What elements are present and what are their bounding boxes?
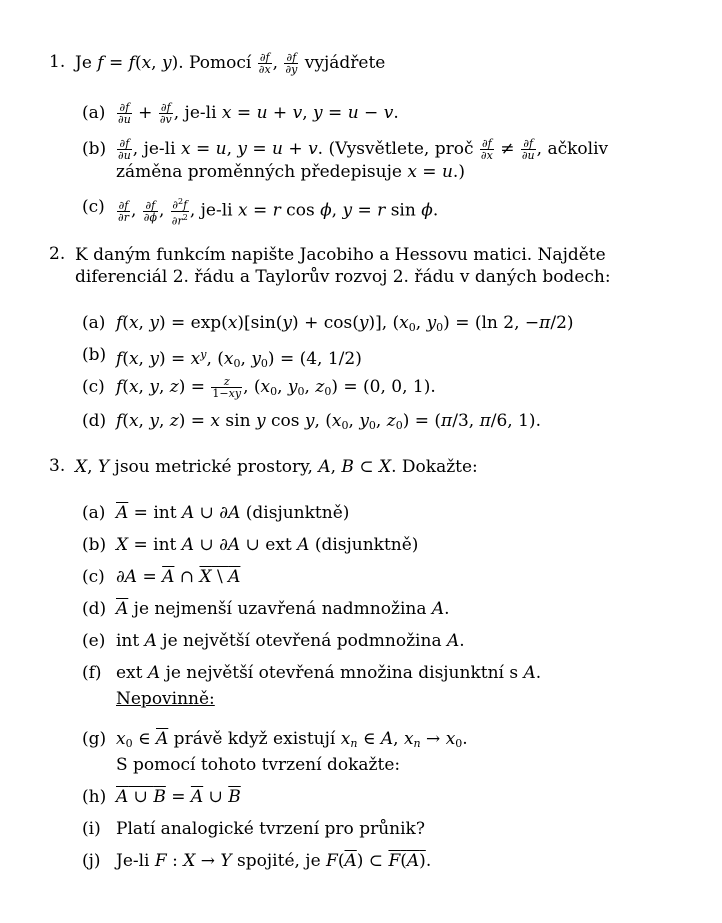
- problem-2: [49, 244, 679, 288]
- item-label: (j): [82, 851, 101, 871]
- item-text: $x_0$ ∈ $\overline{A}$ právě když existují $x_n$ ∈ A, $x_n \to x_0$.: [116, 729, 468, 750]
- problem-1: [49, 52, 679, 74]
- item-text: $\overline{A}$ = int A ∪ ∂A (disjunktně): [116, 503, 350, 523]
- problem-text: X, Y jsou metrické prostory, A, B ⊂ X. Dokažte:: [75, 457, 478, 477]
- item-label: (c): [82, 377, 105, 397]
- item-text: $\partial A = \overline{A}$ ∩ X \ A: [116, 567, 241, 587]
- item-label: (d): [82, 599, 107, 619]
- problem-number: 3.: [49, 456, 66, 476]
- problem-number: 2.: [49, 244, 66, 264]
- item-label: (a): [82, 103, 106, 123]
- item-text: int A je největší otevřená podmnožina A.: [116, 631, 465, 651]
- item-text: $\frac{\partial f}{\partial r}$ , $\frac{\partial f}{\partial\phi}$ , $\frac{\partial^2f}{\partial r^2}$ , je-li x = r cos ϕ, y = r sin ϕ.: [118, 197, 439, 228]
- item-text: ext A je největší otevřená množina disjunktní s A.: [116, 663, 542, 683]
- item-text: $\frac{\partial f}{\partial u}$ + $\frac{\partial f}{\partial v}$ , je-li x = u + v, y = u − v.: [118, 101, 399, 126]
- item-text: $\overline{A}$ je nejmenší uzavřená nadmnožina A.: [116, 599, 450, 619]
- item-text: A ∪ $B = \overline{A}$ ∪ $\overline{B}$: [116, 787, 241, 807]
- item-text: f(x, y, z) = x sin y cos y, ($x_0$, $y_0$, $z_0) = (\pi/3$, π/6, 1).: [116, 411, 541, 432]
- item-text: $\frac{\partial f}{\partial u}$ , je-li x = u, y = u + v. (Vysvětlete, proč $\frac{\partial f}{\partial x}$ ≠ $\frac{\partial f}{\partial u}$ , ačkoliv záměna proměnných předepisuje x = u.): [116, 137, 609, 182]
- item-text: Platí analogické tvrzení pro průnik?: [116, 819, 425, 839]
- item-label: (d): [82, 411, 107, 431]
- problem-text: K daným funkcím napište Jacobiho a Hessovu matici. Najděte diferenciál 2. řádu a Taylorův rozvoj 2. řádu v daných bodech:: [75, 245, 611, 287]
- item-label: (b): [82, 535, 107, 555]
- item-label: (f): [82, 663, 102, 683]
- item-text: f(x, y, z) = $\frac{z}{1-xy}$ , ($x_0$, $y_0$, $z_0) = (0$, 0, 1).: [116, 375, 436, 400]
- item-label: (i): [82, 819, 101, 839]
- item-label: (a): [82, 313, 106, 333]
- item-label: (a): [82, 503, 106, 523]
- item-label: (c): [82, 567, 105, 587]
- item-label: (b): [82, 345, 107, 365]
- document-page: 1. Je f = f(x, y). Pomocí $\frac{\partial f}{\partial x}$ , $\frac{\partial f}{\partial y}$ vyjádřete (a) $\frac{\partial f}{\partial u}$ + $\frac{\partial f}{\partial v}$ , je-li x = u + v, y = u − v. (b) $\frac{\partial f}{\partial u}$ , je-li x = u, y = u + v. (Vysvětlete, proč $\frac{\partial f}{\partial x}$ ≠ $\frac{\partial f}{\partial u}$ , ačkoliv záměna proměnných předepisuje x = u.) (c) $\frac{\partial f}{\partial r}$ , $\frac{\partial f}{\partial\phi}$ , $\frac{\partial^2f}{\partial r^2}$ , je-li x = r cos ϕ, y = r sin ϕ. 2. K daným funkcím napište Jacobiho a Hessovu matici. Najděte diferenciál 2. řádu a Taylorův rozvoj 2. řádu v daných bodech: (a) f(x, y) = exp(x)[sin(y) + cos(y)], ($x_0$, $y_0) = (\ln$ 2, −π/2) (b) f(x, $y) = x^y$, ($x_0$, $y_0) = (4$, 1/2) (c) f(x, y, z) = $\frac{z}{1-xy}$ , ($x_0$, $y_0$, $z_0) = (0$, 0, 1). (d) f(x, y, z) = x sin y cos y, ($x_0$, $y_0$, $z_0) = (\pi/3$, π/6, 1). 3. X, Y jsou metrické prostory, A, B ⊂ X. Dokažte: (a) $\overline{A}$ = int A ∪ ∂A (disjunktně) (b) X = int A ∪ ∂A ∪ ext A (disjunktně) (c) $\partial A = \overline{A}$ ∩ X \ A (d) $\overline{A}$ je nejmenší uzavřená nadmnožina A. (e) int A je největší otevřená podmnožina A. (f) ext A je největší otevřená množina disjunktní s A. Nepovinně: (g) $x_0$ ∈ $\overline{A}$ právě když existují $x_n$ ∈ A, $x_n \to x_0$. S pomocí tohoto tvrzení dokažte: (h) A ∪ $B = \overline{A}$ ∪ $\overline{B}$ (i) Platí analogické tvrzení pro průnik? (j) Je-li F : X → Y spojité, je $F(\overline{A})$ ⊂ F(A).: [0, 0, 722, 923]
- problem-3: [49, 456, 679, 478]
- problem-number: 1.: [49, 52, 66, 72]
- item-text: Je-li F : X → Y spojité, je $F(\overline{A})$ ⊂ F(A).: [116, 851, 432, 871]
- item-text: f(x, y) = exp(x)[sin(y) + cos(y)], ($x_0$, $y_0) = (\ln$ 2, −π/2): [116, 313, 574, 334]
- item-label: (h): [82, 787, 107, 807]
- item-label: (b): [82, 139, 107, 159]
- item-text: X = int A ∪ ∂A ∪ ext A (disjunktně): [116, 535, 419, 555]
- item-label: (e): [82, 631, 106, 651]
- item-label: (g): [82, 729, 107, 749]
- item-label: (c): [82, 197, 105, 217]
- item-text: f(x, $y) = x^y$, ($x_0$, $y_0) = (4$, 1/2): [116, 348, 362, 370]
- problem-text: Je f = f(x, y). Pomocí $\frac{\partial f}{\partial x}$ , $\frac{\partial f}{\partial y}$ vyjádřete: [75, 51, 386, 76]
